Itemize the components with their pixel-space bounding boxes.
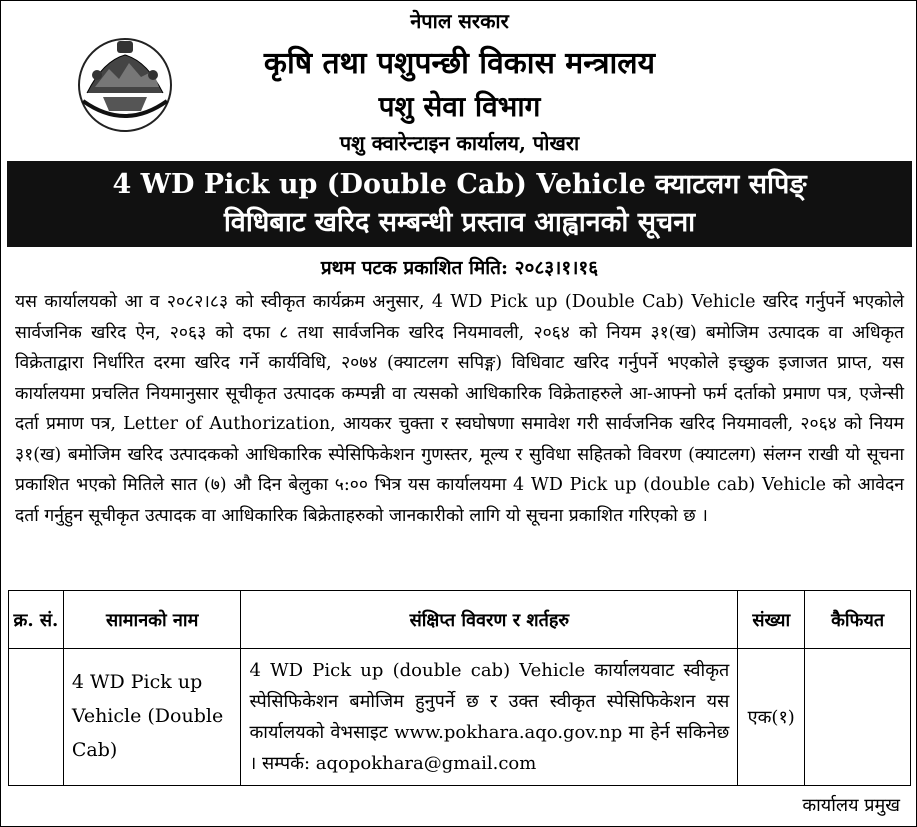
col-header-sn: क्र. सं. (9, 591, 64, 649)
header-ministry: कृषि तथा पशुपन्छी विकास मन्त्रालय (263, 46, 656, 81)
office-head-signature: कार्यालय प्रमुख (802, 795, 900, 816)
cell-item-name: 4 WD Pick up Vehicle (Double Cab) (63, 649, 241, 786)
table-header-row (9, 591, 911, 649)
header-department: पशु सेवा विभाग (378, 90, 541, 123)
notice-title-banner (7, 161, 912, 247)
col-header-quantity: संख्या (738, 591, 805, 649)
cell-description: 4 WD Pick up (double cab) Vehicle कार्यालयवाट स्वीकृत स्पेसिफिकेशन बमोजिम हुनुपर्ने छ र उक्त स्वीकृत स्पेसिफिकेशन यस कार्यालयको वेभसाइट www.pokhara.aqo.gov.np मा हेर्न सकिनेछ । सम्पर्क: aqopokhara@gmail.com (241, 649, 738, 786)
header-government: नेपाल सरकार (410, 9, 509, 33)
notice-body: यस कार्यालयको आ व २०८२।८३ को स्वीकृत कार्यक्रम अनुसार, 4 WD Pick up (Double Cab) Vehicle खरिद गर्नुपर्ने भएकोले सार्वजनिक खरिद ऐन, २०६३ को दफा ८ तथा सार्वजनिक खरिद नियमावली, २०६४ को नियम ३१(ख) बमोजिम उत्पादक वा अधिकृत विक्रेताद्वारा निर्धारित दरमा खरिद गर्ने कार्यविधि, २०७४ (क्याटलग सपिङ्ग) विधिवाट खरिद गर्नुपर्ने भएकोले इच्छुक इजाजत प्राप्त, यस कार्यालयमा प्रचलित नियमानुसार सूचीकृत उत्पादक कम्पन्नी वा त्यसको आधिकारिक विक्रेताहरुले आ-आफ्नो फर्म दर्ताको प्रमाण पत्र, एजेन्सी दर्ता प्रमाण पत्र, Letter of Authorization, आयकर चुक्ता र स्वघोषणा समावेश गरी सार्वजनिक खरिद नियमावली, २०६४ को नियम ३१(ख) बमोजिम खरिद उत्पादकको आधिकारिक स्पेसिफिकेशन गुणस्तर, मूल्य र सुविधा सहितको विवरण (क्याटलग) संलग्न राखी यो सूचना प्रकाशित भएको मितिले सात (७) औ दिन बेलुका ५:०० भित्र यस कार्यालयमा 4 WD Pick up (double cab) Vehicle को आवेदन दर्ता गर्नुहुन सूचीकृत उत्पादक वा आधिकारिक बिक्रेताहरुको जानकारीको लागि यो सूचना प्रकाशित गरिएको छ । (15, 292, 904, 526)
items-table (8, 590, 911, 786)
col-header-description: संक्षिप्त विवरण र शर्तहरु (241, 591, 738, 649)
col-header-item: सामानको नाम (63, 591, 241, 649)
header-office: पशु क्वारेन्टाइन कार्यालय, पोखरा (339, 131, 580, 155)
cell-remarks (805, 649, 911, 786)
notice-header (1, 1, 916, 159)
col-header-remarks: कैफियत (805, 591, 911, 649)
table-row (9, 649, 911, 786)
notice-title-line1: 4 WD Pick up (Double Cab) Vehicle क्याटलग सपिङ् (112, 169, 807, 200)
cell-sn (9, 649, 64, 786)
publish-date: प्रथम पटक प्रकाशित मिति: २०८३।१।१६ (320, 257, 599, 279)
cell-quantity: एक(१) (738, 649, 805, 786)
notice-title-line2: विधिबाट खरिद सम्बन्धी प्रस्ताव आह्वानको सूचना (223, 207, 696, 238)
